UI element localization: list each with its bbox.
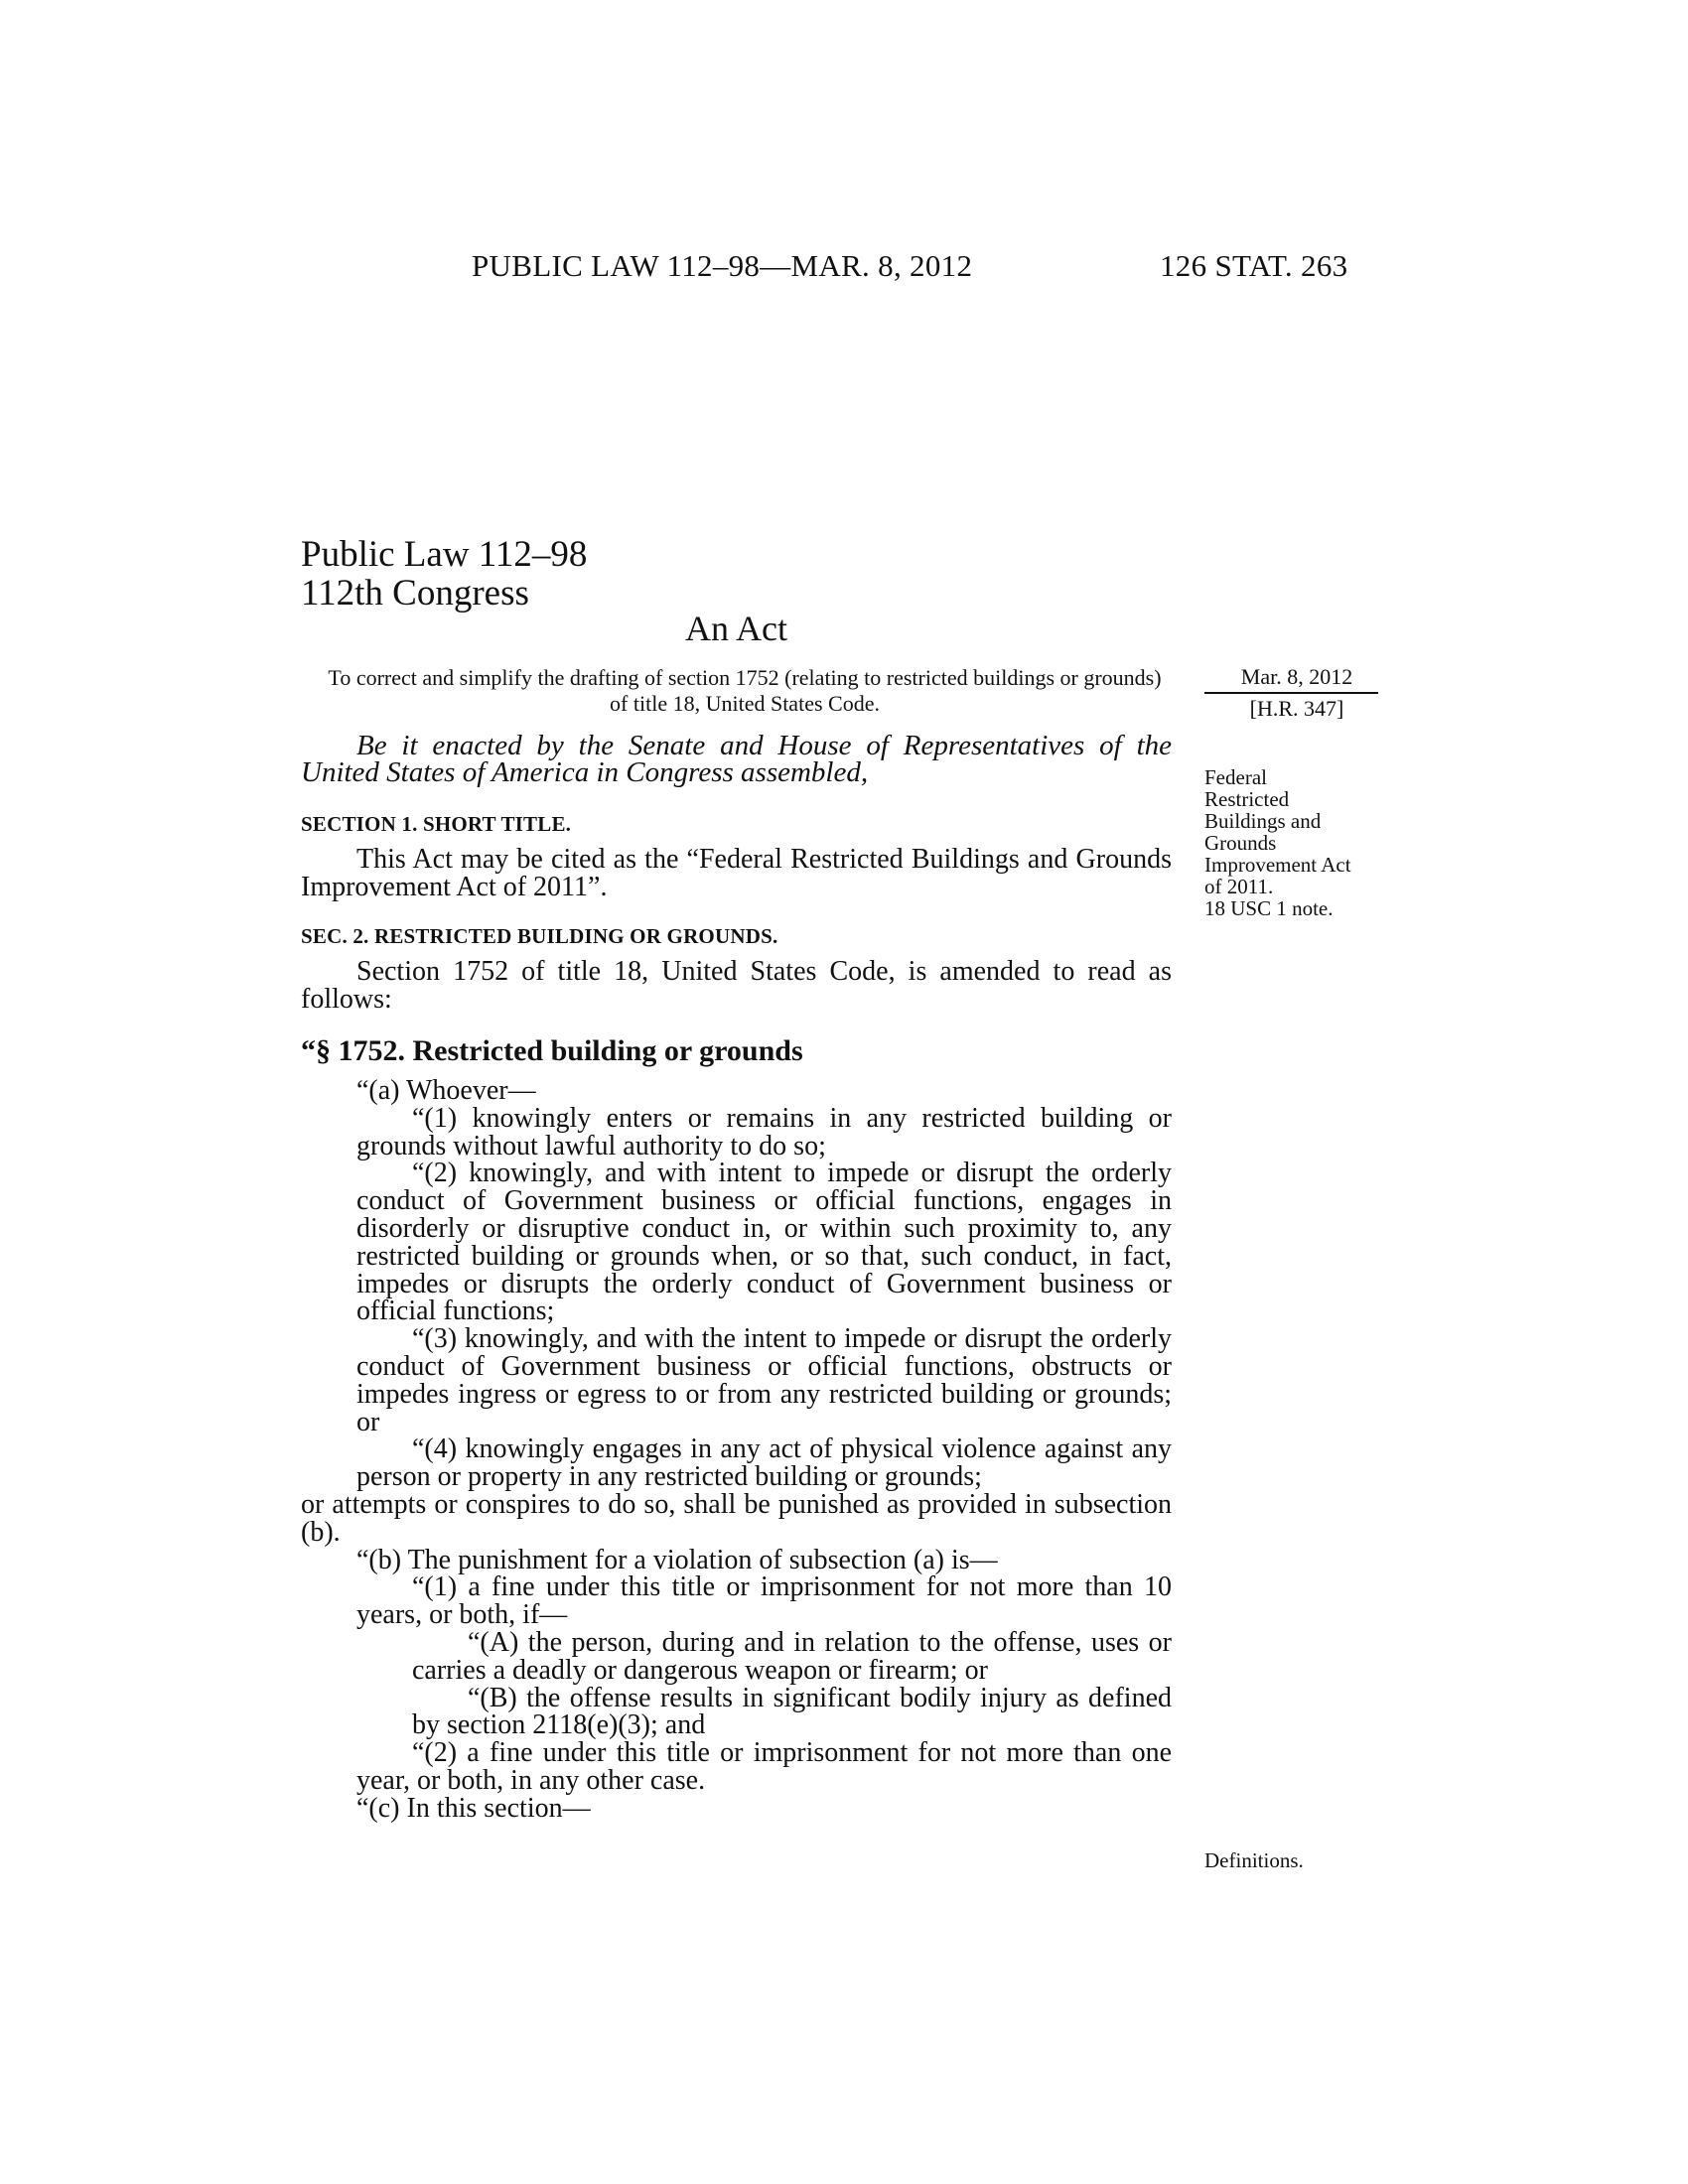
- enacting-clause-block: [301, 730, 1172, 788]
- margin-date: Mar. 8, 2012: [1240, 664, 1353, 689]
- paragraph-a2: “(2) knowingly, and with intent to impede or disrupt the orderly conduct of Government business or official functions, engages in disorderly or disruptive conduct in, or within such proximity to, any restricted building or grounds when, or so that, such conduct, in fact, impedes or disrupts the orderly conduct of Government business or official functions;: [356, 1158, 1172, 1327]
- margin-note-line: of 2011.: [1204, 875, 1274, 898]
- section-2-text: Section 1752 of title 18, United States Code, is amended to read as follows:: [301, 956, 1172, 1015]
- margin-note-line: Restricted: [1204, 787, 1290, 811]
- paragraph-a3: “(3) knowingly, and with the intent to impede or disrupt the orderly conduct of Government business or official functions, obstructs or impedes ingress or egress to or from any restricted building or grounds; or: [356, 1323, 1172, 1437]
- public-law-number: Public Law 112–98: [301, 534, 588, 575]
- margin-note-line: Grounds: [1204, 831, 1277, 855]
- subparagraph-b1A: “(A) the person, during and in relation to the offense, uses or carries a deadly or dangerous weapon or firearm; or: [412, 1626, 1172, 1686]
- section-1-text: This Act may be cited as the “Federal Restricted Buildings and Grounds Improvement Act of 2011”.: [301, 844, 1172, 902]
- purpose-clause: To correct and simplify the drafting of section 1752 (relating to restricted buildings or grounds) of title 18, United States Code.: [328, 665, 1162, 716]
- section-2-heading: SEC. 2. RESTRICTED BUILDING OR GROUNDS.: [301, 924, 778, 948]
- congress-number: 112th Congress: [301, 573, 529, 614]
- section-2-body: [301, 958, 1172, 1014]
- subsection-b: “(b) The punishment for a violation of subsection (a) is—: [356, 1544, 998, 1575]
- margin-short-title-note: [1204, 766, 1378, 919]
- paragraph-b1: “(1) a fine under this title or imprisonment for not more than 10 years, or both, if—: [356, 1571, 1172, 1631]
- subparagraph-b1B: “(B) the offense results in significant bodily injury as defined by section 2118(e)(3); and: [412, 1682, 1172, 1741]
- margin-note-line: Improvement Act: [1204, 853, 1351, 877]
- statute-section-heading: “§ 1752. Restricted building or grounds: [301, 1034, 803, 1067]
- subsection-a-tail: or attempts or conspires to do so, shall be punished as provided in subsection (b).: [301, 1488, 1172, 1548]
- paragraph-b2: “(2) a fine under this title or imprisonment for not more than one year, or both, in any other case.: [356, 1737, 1172, 1796]
- margin-note-line: Federal: [1204, 765, 1267, 789]
- margin-rule: [1204, 692, 1378, 694]
- subsection-c: “(c) In this section—: [356, 1792, 591, 1824]
- statute-text: [301, 1077, 1172, 1823]
- margin-definitions-note: Definitions.: [1204, 1848, 1304, 1872]
- paragraph-a1: “(1) knowingly enters or remains in any restricted building or grounds without lawful authority to do so;: [356, 1102, 1172, 1161]
- section-1-body: [301, 846, 1172, 901]
- margin-note-line: Buildings and: [1204, 809, 1322, 833]
- section-1-heading: SECTION 1. SHORT TITLE.: [301, 812, 572, 836]
- enacting-clause: Be it enacted by the Senate and House of Representatives of the United States of America in Congress assembled,: [301, 730, 1172, 788]
- paragraph-a4: “(4) knowingly engages in any act of physical violence against any person or property in any restricted building or grounds;: [356, 1433, 1172, 1493]
- subsection-a: “(a) Whoever—: [356, 1075, 536, 1106]
- running-header-page: 126 STAT. 263: [1160, 248, 1348, 283]
- margin-bill-number: [H.R. 347]: [1249, 696, 1344, 721]
- margin-note-line: 18 USC 1 note.: [1204, 896, 1334, 920]
- running-header-left: PUBLIC LAW 112–98—MAR. 8, 2012: [472, 248, 973, 283]
- act-title: An Act: [685, 609, 787, 648]
